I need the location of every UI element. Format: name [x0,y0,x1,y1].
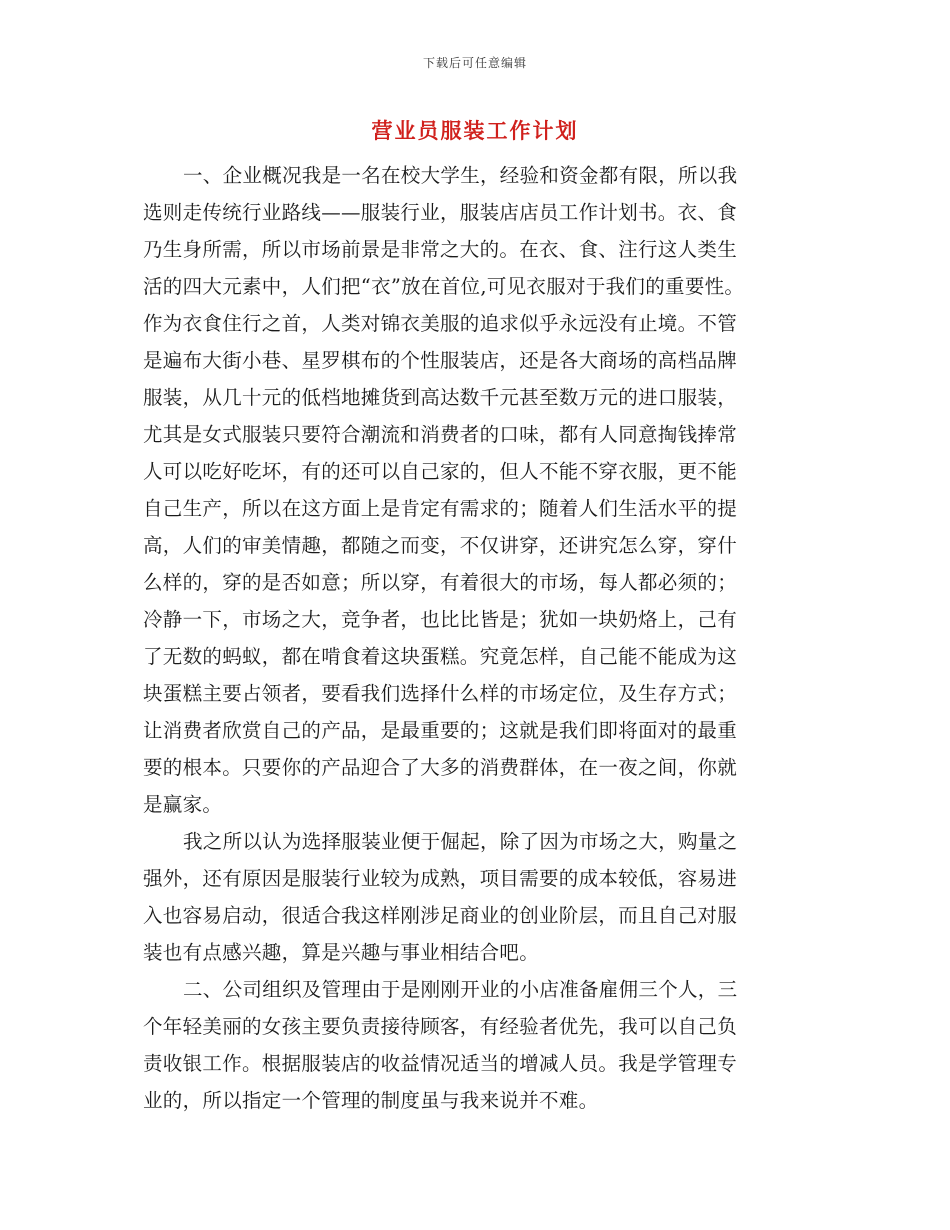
text-line: 作为衣食住行之首，人类对锦衣美服的追求似乎永远没有止境。不管 [143,312,738,335]
text-line: 活的四大元素中，人们把“衣”放在首位,可见衣服对于我们的重要性。 [143,275,745,298]
text-line: 是赢家。 [143,793,223,816]
paragraph-organization [143,971,815,1119]
text-line: 乃生身所需，所以市场前景是非常之大的。在衣、食、注行这人类生 [143,238,738,261]
text-line: 装也有点感兴趣，算是兴趣与事业相结合吧。 [143,941,540,964]
text-line: 冷静一下，市场之大，竞争者，也比比皆是；犹如一块奶烙上，己有 [143,608,738,631]
text-line: 么样的，穿的是否如意；所以穿，有着很大的市场，每人都必须的； [143,571,738,594]
text-line: 责收银工作。根据服装店的收益情况适当的增减人员。我是学管理专 [143,1052,738,1075]
text-line: 块蛋糕主要占领者，要看我们选择什么样的市场定位，及生存方式； [143,682,738,705]
text-line: 业的，所以指定一个管理的制度虽与我来说并不难。 [143,1089,599,1112]
text-line: 选则走传统行业路线——服装行业，服装店店员工作计划书。衣、食 [143,201,738,224]
text-line: 我之所以认为选择服装业便于倔起，除了因为市场之大，购量之 [183,830,738,853]
text-line: 尤其是女式服装只要符合潮流和消费者的口味，都有人同意掏钱捧常 [143,423,738,446]
text-line: 强外，还有原因是服装行业较为成熟，项目需要的成本较低，容易进 [143,867,738,890]
text-line: 入也容易启动，很适合我这样刚涉足商业的创业阶层，而且自己对服 [143,904,738,927]
text-line: 自己生产，所以在这方面上是肯定有需求的；随着人们生活水平的提 [143,497,738,520]
text-line: 让消费者欣赏自己的产品，是最重要的；这就是我们即将面对的最重 [143,719,738,742]
text-line: 个年轻美丽的女孩主要负责接待顾客，有经验者优先，我可以自己负 [143,1015,738,1038]
text-line: 了无数的蚂蚁，都在啃食着这块蛋糕。究竟怎样，自己能不能成为这 [143,645,738,668]
text-line: 是遍布大街小巷、星罗棋布的个性服装店，还是各大商场的高档品牌 [143,349,738,372]
text-line: 要的根本。只要你的产品迎合了大多的消费群体，在一夜之间，你就 [143,756,738,779]
paragraph-reasons [143,823,815,971]
text-line: 服装，从几十元的低档地摊货到高达数千元甚至数万元的进口服装， [143,386,738,409]
text-line: 二、公司组织及管理由于是刚刚开业的小店准备雇佣三个人，三 [183,978,738,1001]
text-line: 高，人们的审美情趣，都随之而变，不仅讲穿，还讲究怎么穿，穿什 [143,534,738,557]
text-line: 一、企业概况我是一名在校大学生，经验和资金都有限，所以我 [183,164,738,187]
paragraph-company-overview [143,157,815,823]
text-line: 人可以吃好吃坏，有的还可以自己家的，但人不能不穿衣服，更不能 [143,460,738,483]
document-body [143,157,815,1119]
document-title: 营业员服装工作计划 [371,118,579,143]
page-header: 下载后可任意编辑 [422,56,527,70]
